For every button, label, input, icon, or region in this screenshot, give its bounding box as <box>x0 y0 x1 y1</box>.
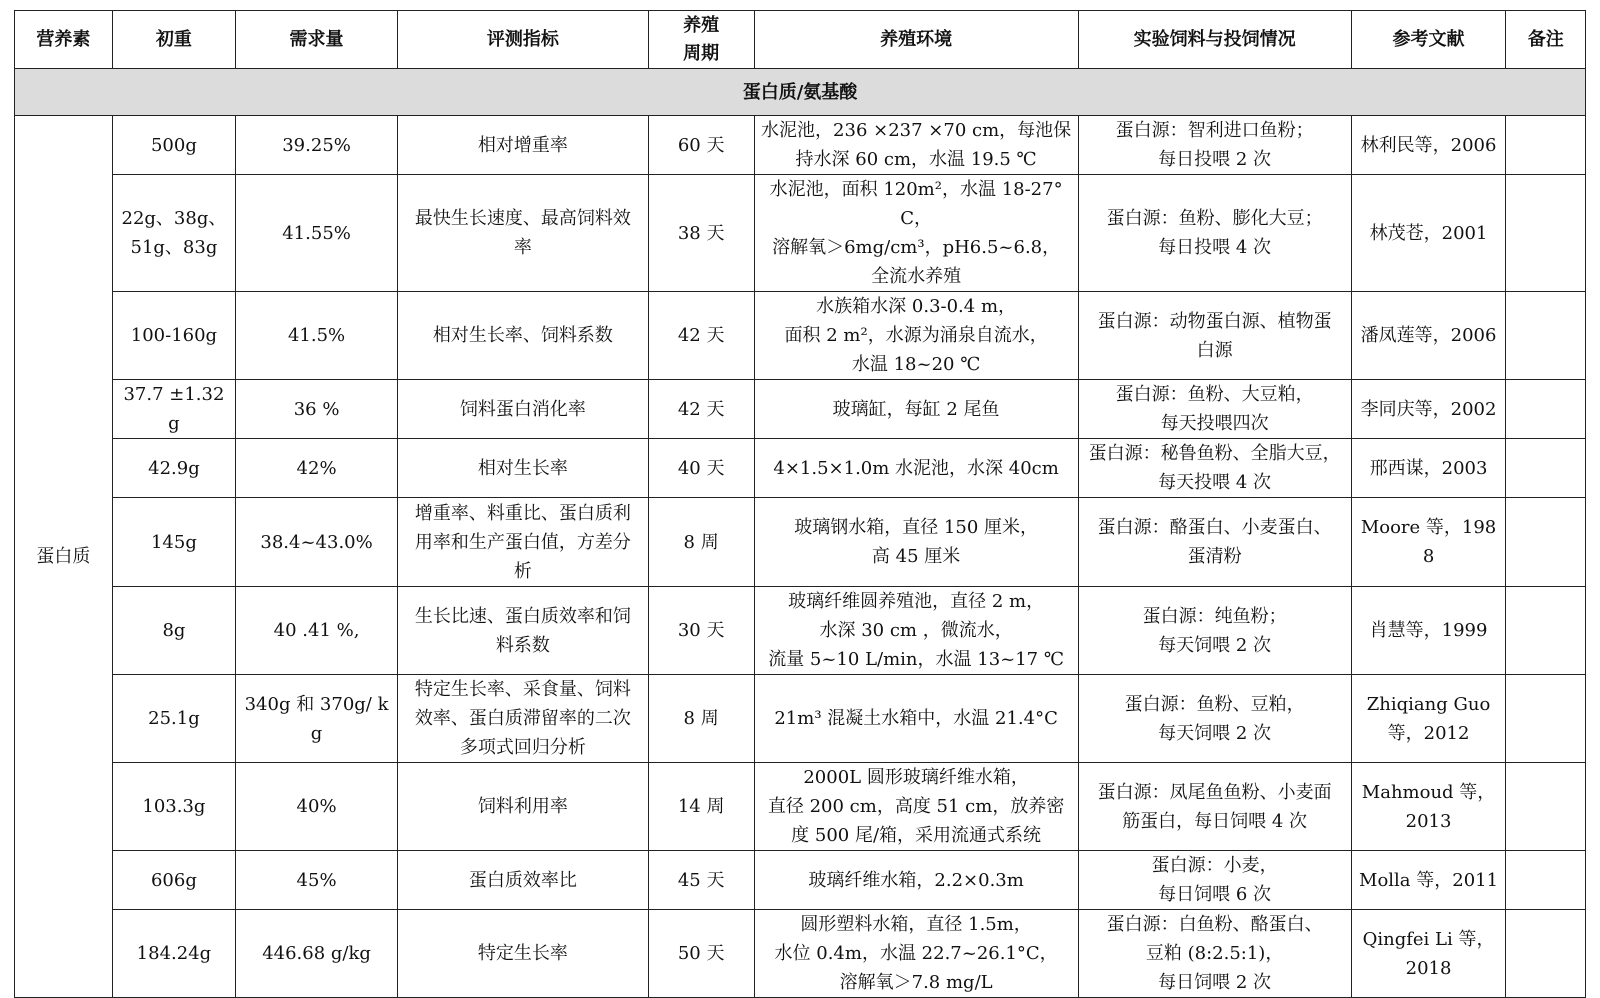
cell-line: 相对生长率 <box>477 457 568 479</box>
cell-line: 效率、蛋白质滞留率的二次 <box>414 708 631 729</box>
cell-line: 42% <box>296 457 337 479</box>
cell-environment <box>754 763 1078 851</box>
cell-period: 60 天 <box>648 116 754 175</box>
cell-line: 蛋白质效率比 <box>468 869 577 891</box>
cell-indicator <box>398 292 649 380</box>
cell-feed <box>1078 116 1351 175</box>
cell-line: 玻璃钢水箱，直径 150 厘米， <box>794 517 1039 538</box>
cell-line: 36 % <box>293 398 340 420</box>
cell-line: 料系数 <box>495 634 550 656</box>
cell-line: 持水深 60 cm，水温 19.5 ℃ <box>795 149 1037 170</box>
cell-line: 蛋白源：秘鲁鱼粉、全脂大豆， <box>1088 443 1341 464</box>
cell-period: 45 天 <box>648 851 754 910</box>
cell-line: 面积 2 m²，水源为涌泉自流水， <box>784 325 1048 346</box>
cell-line: 每天饲喂 2 次 <box>1158 634 1272 656</box>
cell-reference <box>1351 851 1506 910</box>
cell-line: 豆粕 (8:2.5:1)， <box>1145 943 1284 964</box>
table-row <box>15 439 1586 498</box>
cell-note <box>1506 910 1586 998</box>
cell-line: 每天投喂四次 <box>1160 413 1269 434</box>
cell-line: Mahmoud 等， <box>1361 781 1496 803</box>
cell-period: 8 周 <box>648 498 754 587</box>
cell-line: 肖慧等，1999 <box>1369 620 1488 641</box>
cell-line: 增重率、料重比、蛋白质利 <box>414 502 631 524</box>
cell-note <box>1506 116 1586 175</box>
cell-indicator <box>398 910 649 998</box>
cell-line: 每日投喂 2 次 <box>1158 149 1272 170</box>
cell-line: 2018 <box>1405 957 1452 979</box>
cell-feed <box>1078 380 1351 439</box>
cell-initial-weight <box>112 675 235 763</box>
cell-line: 特定生长率 <box>477 943 568 964</box>
cell-line: 流量 5~10 L/min，水温 13~17 ℃ <box>768 649 1064 670</box>
table-row <box>15 910 1586 998</box>
cell-feed <box>1078 851 1351 910</box>
cell-line: 溶解氧＞7.8 mg/L <box>839 972 993 993</box>
table-row <box>15 675 1586 763</box>
cell-reference <box>1351 292 1506 380</box>
cell-requirement <box>236 439 398 498</box>
cell-line: 蛋清粉 <box>1187 546 1242 567</box>
cell-period: 42 天 <box>648 292 754 380</box>
cell-line: 李同庆等，2002 <box>1360 398 1497 420</box>
cell-line: 37.7 ±1.32g <box>123 384 225 434</box>
cell-note <box>1506 292 1586 380</box>
cell-reference <box>1351 498 1506 587</box>
cell-environment <box>754 675 1078 763</box>
cell-line: 606g <box>150 869 197 891</box>
header-period <box>648 11 754 69</box>
cell-line: 最快生长速度、最高饲料效 <box>414 208 631 229</box>
cell-requirement <box>236 587 398 675</box>
cell-line: 析 <box>513 560 532 582</box>
cell-period: 14 周 <box>648 763 754 851</box>
cell-line: 玻璃纤维水箱，2.2×0.3m <box>808 869 1024 891</box>
cell-line: 41.55% <box>282 222 351 244</box>
cell-initial-weight <box>112 439 235 498</box>
section-title: 蛋白质/氨基酸 <box>15 69 1586 116</box>
cell-environment <box>754 851 1078 910</box>
cell-note <box>1506 675 1586 763</box>
cell-indicator <box>398 675 649 763</box>
header-feed: 实验饲料与投饲情况 <box>1078 11 1351 69</box>
cell-line: 高 45 厘米 <box>871 546 961 567</box>
table-container <box>14 10 1586 998</box>
cell-environment <box>754 292 1078 380</box>
cell-line: 水泥池，236 ×237 ×70 cm，每池保 <box>761 120 1072 141</box>
cell-period: 50 天 <box>648 910 754 998</box>
cell-environment <box>754 587 1078 675</box>
cell-note <box>1506 587 1586 675</box>
cell-environment <box>754 439 1078 498</box>
cell-indicator <box>398 498 649 587</box>
cell-period: 30 天 <box>648 587 754 675</box>
cell-line: 潘凤莲等，2006 <box>1360 325 1497 346</box>
cell-line: 率 <box>513 237 532 258</box>
cell-line: 184.24g <box>136 943 212 964</box>
cell-line: 圆形塑料水箱，直径 1.5m， <box>800 914 1032 935</box>
cell-requirement <box>236 175 398 292</box>
table-row <box>15 763 1586 851</box>
cell-feed <box>1078 175 1351 292</box>
cell-line: 蛋白源：智利进口鱼粉； <box>1115 120 1314 141</box>
cell-line: Molla 等，2011 <box>1359 869 1499 891</box>
cell-feed <box>1078 439 1351 498</box>
cell-indicator <box>398 116 649 175</box>
cell-line: 446.68 g/kg <box>262 943 371 964</box>
cell-line: 22g、38g、 <box>121 208 227 229</box>
cell-line: 度 500 尾/箱，采用流通式系统 <box>791 825 1042 846</box>
cell-line: 全流水养殖 <box>871 266 962 287</box>
cell-indicator <box>398 439 649 498</box>
cell-line: 蛋白源：动物蛋白源、植物蛋 <box>1097 310 1332 332</box>
cell-line: 筋蛋白，每日饲喂 4 次 <box>1122 810 1308 832</box>
cell-line: 玻璃缸，每缸 2 尾鱼 <box>832 398 1000 420</box>
cell-environment <box>754 380 1078 439</box>
cell-line: 21m³ 混凝土水箱中，水温 21.4°C <box>774 708 1058 729</box>
cell-indicator <box>398 763 649 851</box>
cell-note <box>1506 175 1586 292</box>
cell-note <box>1506 851 1586 910</box>
cell-initial-weight <box>112 498 235 587</box>
cell-requirement <box>236 116 398 175</box>
cell-note <box>1506 380 1586 439</box>
cell-line: 蛋白源：白鱼粉、酪蛋白、 <box>1106 914 1323 935</box>
cell-line: 蛋白源：鱼粉、膨化大豆； <box>1106 208 1323 229</box>
cell-line: 40% <box>296 796 337 817</box>
header-row <box>15 11 1586 69</box>
table-row <box>15 380 1586 439</box>
header-requirement: 需求量 <box>236 11 398 69</box>
cell-line: Zhiqiang Guo <box>1366 693 1491 715</box>
header-initial-weight: 初重 <box>112 11 235 69</box>
cell-note <box>1506 498 1586 587</box>
cell-line: 39.25% <box>282 134 351 156</box>
cell-line: 多项式回归分析 <box>459 737 586 758</box>
cell-line: 水深 30 cm ，微流水， <box>819 620 1013 641</box>
cell-line: 蛋白源：鱼粉、豆粕， <box>1124 693 1305 715</box>
cell-requirement <box>236 910 398 998</box>
cell-period: 38 天 <box>648 175 754 292</box>
cell-line: 每日投喂 4 次 <box>1158 237 1272 258</box>
cell-environment <box>754 498 1078 587</box>
header-note: 备注 <box>1506 11 1586 69</box>
cell-line: 玻璃纤维圆养殖池，直径 2 m， <box>788 591 1045 612</box>
cell-line: 41.5% <box>287 325 346 346</box>
header-nutrient: 营养素 <box>15 11 113 69</box>
cell-initial-weight <box>112 587 235 675</box>
cell-line: 500g <box>150 134 197 156</box>
cell-indicator <box>398 380 649 439</box>
cell-reference <box>1351 910 1506 998</box>
cell-reference <box>1351 116 1506 175</box>
cell-line: 每天饲喂 2 次 <box>1158 722 1272 744</box>
cell-reference <box>1351 587 1506 675</box>
cell-environment <box>754 116 1078 175</box>
cell-line: 蛋白源：凤尾鱼鱼粉、小麦面 <box>1097 781 1332 803</box>
table-row <box>15 498 1586 587</box>
cell-initial-weight <box>112 763 235 851</box>
cell-initial-weight <box>112 910 235 998</box>
cell-requirement <box>236 380 398 439</box>
cell-line: 蛋白源：小麦， <box>1151 855 1278 876</box>
cell-line: 2000L 圆形玻璃纤维水箱， <box>803 767 1029 788</box>
cell-initial-weight <box>112 380 235 439</box>
cell-indicator <box>398 587 649 675</box>
header-reference: 参考文献 <box>1351 11 1506 69</box>
cell-line: 白源 <box>1196 339 1233 361</box>
cell-line: 45% <box>296 869 337 891</box>
cell-line: 40 .41 %, <box>273 620 360 641</box>
header-indicator: 评测指标 <box>398 11 649 69</box>
cell-initial-weight <box>112 116 235 175</box>
cell-environment <box>754 175 1078 292</box>
cell-initial-weight <box>112 292 235 380</box>
cell-line: 用率和生产蛋白值，方差分 <box>414 531 631 553</box>
cell-line: 42.9g <box>148 457 200 479</box>
cell-line: 邢西谋，2003 <box>1369 457 1488 479</box>
nutrition-requirement-table <box>14 10 1586 998</box>
cell-line: 100-160g <box>130 325 218 346</box>
cell-reference <box>1351 175 1506 292</box>
cell-period: 42 天 <box>648 380 754 439</box>
nutrient-cell: 蛋白质 <box>15 116 113 998</box>
table-row <box>15 175 1586 292</box>
cell-indicator <box>398 175 649 292</box>
cell-feed <box>1078 292 1351 380</box>
cell-line: 蛋白源：纯鱼粉； <box>1142 605 1287 627</box>
cell-note <box>1506 439 1586 498</box>
cell-line: 8g <box>162 620 186 641</box>
cell-line: Moore 等，1988 <box>1360 517 1497 567</box>
cell-line: 25.1g <box>148 708 200 729</box>
table-row <box>15 116 1586 175</box>
cell-line: Qingfei Li 等， <box>1362 928 1495 950</box>
cell-requirement <box>236 292 398 380</box>
cell-line: 4×1.5×1.0m 水泥池，水深 40cm <box>773 457 1059 479</box>
cell-line: 每日饲喂 6 次 <box>1158 884 1272 905</box>
cell-requirement <box>236 675 398 763</box>
cell-feed <box>1078 910 1351 998</box>
cell-feed <box>1078 498 1351 587</box>
cell-requirement <box>236 763 398 851</box>
cell-requirement <box>236 851 398 910</box>
cell-line: 水位 0.4m，水温 22.7~26.1°C， <box>774 943 1058 964</box>
cell-line: 溶解氧＞6mg/cm³，pH6.5~6.8， <box>772 237 1061 258</box>
cell-line: 饲料蛋白消化率 <box>459 398 586 420</box>
cell-line: 林茂苍，2001 <box>1369 222 1488 244</box>
cell-line: 林利民等，2006 <box>1360 134 1497 156</box>
header-period-line-2: 周期 <box>683 42 720 64</box>
cell-line: 等，2012 <box>1387 722 1470 744</box>
cell-line: 直径 200 cm，高度 51 cm，放养密 <box>767 796 1065 817</box>
cell-line: 水泥池，面积 120m²，水温 18-27°C， <box>769 179 1063 229</box>
cell-line: 51g、83g <box>130 237 218 258</box>
cell-line: 145g <box>150 531 197 553</box>
cell-reference <box>1351 763 1506 851</box>
cell-line: 水温 18~20 ℃ <box>851 354 981 375</box>
cell-line: 水族箱水深 0.3-0.4 m， <box>816 296 1017 317</box>
header-period-line-1: 养殖 <box>683 14 720 36</box>
cell-line: 蛋白源：酪蛋白、小麦蛋白、 <box>1097 517 1332 538</box>
cell-feed <box>1078 763 1351 851</box>
cell-line: 每日饲喂 2 次 <box>1158 972 1272 993</box>
cell-line: 每天投喂 4 次 <box>1158 472 1272 493</box>
cell-line: 饲料利用率 <box>477 796 568 817</box>
cell-reference <box>1351 675 1506 763</box>
cell-note <box>1506 763 1586 851</box>
cell-requirement <box>236 498 398 587</box>
cell-initial-weight <box>112 175 235 292</box>
cell-feed <box>1078 587 1351 675</box>
cell-line: 蛋白源：鱼粉、大豆粕， <box>1115 384 1314 405</box>
cell-reference <box>1351 439 1506 498</box>
cell-line: 特定生长率、采食量、饲料 <box>414 679 631 700</box>
cell-line: 340g 和 370g/ kg <box>244 693 389 744</box>
table-row <box>15 851 1586 910</box>
cell-reference <box>1351 380 1506 439</box>
cell-initial-weight <box>112 851 235 910</box>
cell-period: 40 天 <box>648 439 754 498</box>
cell-line: 2013 <box>1405 810 1452 832</box>
cell-line: 相对增重率 <box>477 134 568 156</box>
cell-line: 38.4~43.0% <box>260 531 373 553</box>
table-row <box>15 292 1586 380</box>
cell-indicator <box>398 851 649 910</box>
cell-line: 相对生长率、饲料系数 <box>432 325 613 346</box>
cell-feed <box>1078 675 1351 763</box>
cell-environment <box>754 910 1078 998</box>
cell-line: 103.3g <box>142 796 206 817</box>
cell-line: 生长比速、蛋白质效率和饲 <box>414 605 631 627</box>
cell-period: 8 周 <box>648 675 754 763</box>
section-row <box>15 69 1586 116</box>
header-environment: 养殖环境 <box>754 11 1078 69</box>
table-row <box>15 587 1586 675</box>
